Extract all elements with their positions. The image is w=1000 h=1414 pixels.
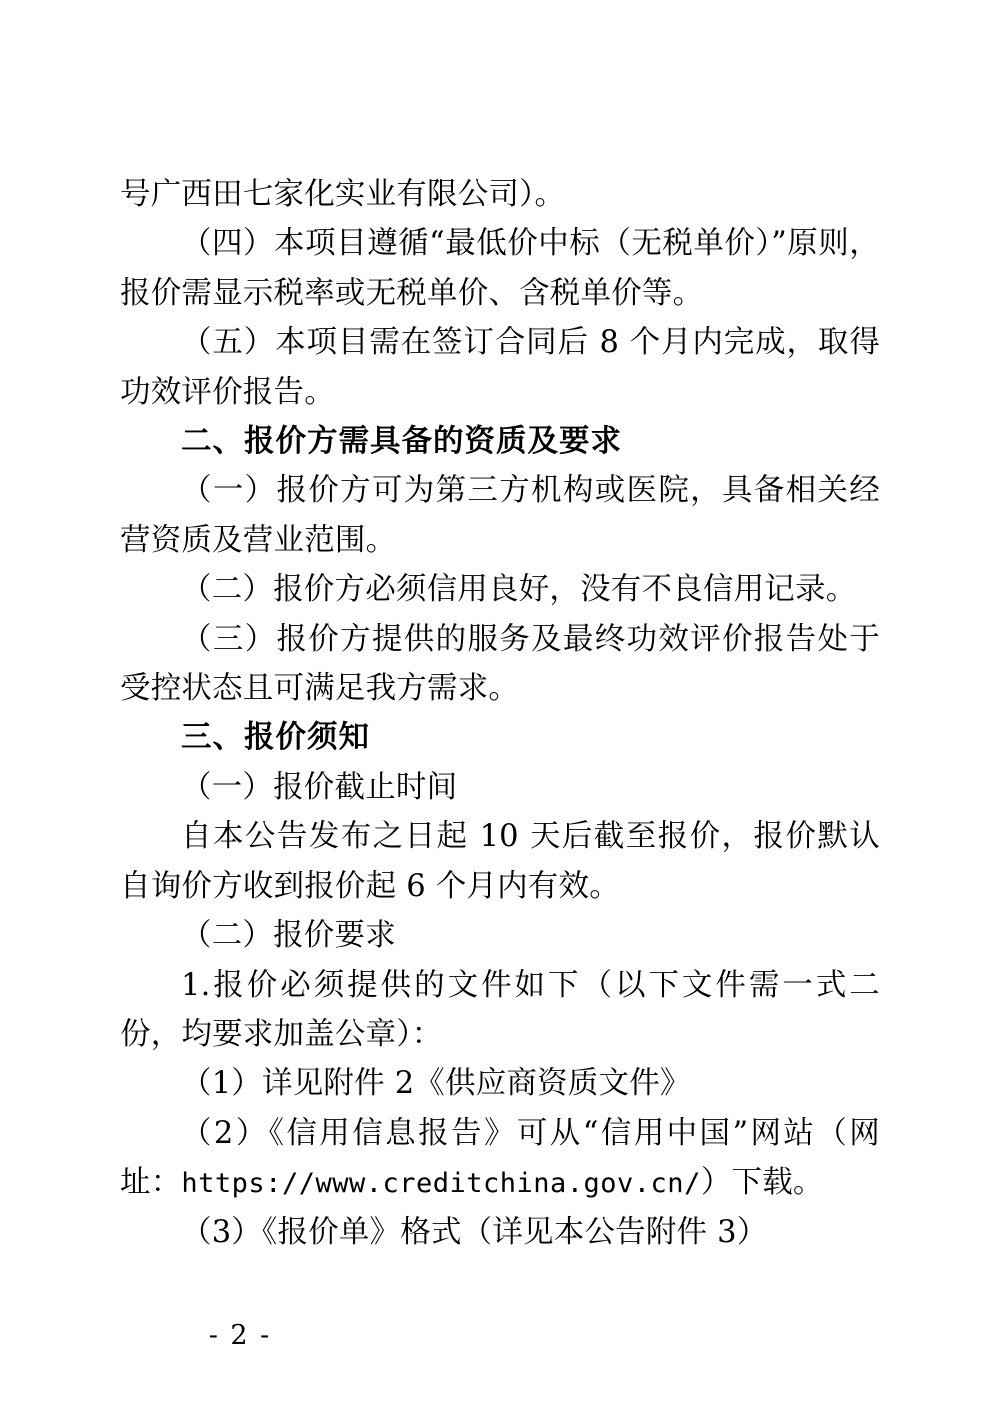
section-heading-two: 二、报价方需具备的资质及要求 — [181, 424, 622, 460]
credit-china-url: https://www.creditchina.gov.cn/ — [181, 1168, 701, 1200]
paragraph-qualification-one: （一）报价方可为第三方机构或医院，具备相关经营资质及营业范围。 — [120, 473, 880, 558]
document-body — [120, 170, 880, 1257]
paragraph-qualification-three: （三）报价方提供的服务及最终功效评价报告处于受控状态且可满足我方需求。 — [120, 621, 880, 707]
credit-report-lead-text: （2）《信用信息报告》可从“信用中国”网站（网址： — [120, 1115, 880, 1201]
paragraph-qualification-two: （二）报价方必须信用良好，没有不良信用记录。 — [181, 572, 857, 608]
paragraph-item-four: （四）本项目遵循“最低价中标（无税单价）”原则，报价需显示税率或无税单价、含税单价等。 — [120, 226, 880, 311]
paragraph-document-three: （3）《报价单》格式（详见本公告附件 3） — [181, 1214, 768, 1250]
paragraph-deadline-title: （一）报价截止时间 — [181, 769, 458, 805]
section-heading-three: 三、报价须知 — [181, 720, 370, 756]
paragraph-document-one: （1）详见附件 2《供应商资质文件》 — [181, 1066, 691, 1102]
credit-report-tail-text: ）下载。 — [700, 1165, 824, 1201]
paragraph-required-documents: 1.报价必须提供的文件如下（以下文件需一式二份，均要求加盖公章）： — [120, 967, 880, 1052]
page-number: - 2 - — [208, 1320, 272, 1351]
paragraph-document-two — [120, 1109, 880, 1208]
paragraph-continuation: 号广西田七家化实业有限公司）。 — [120, 177, 566, 212]
paragraph-item-five: （五）本项目需在签订合同后 8 个月内完成，取得功效评价报告。 — [120, 325, 880, 410]
paragraph-quote-requirement-title: （二）报价要求 — [181, 918, 396, 954]
paragraph-deadline-detail: 自本公告发布之日起 10 天后截至报价，报价默认自询价方收到报价起 6 个月内有效。 — [120, 819, 880, 904]
